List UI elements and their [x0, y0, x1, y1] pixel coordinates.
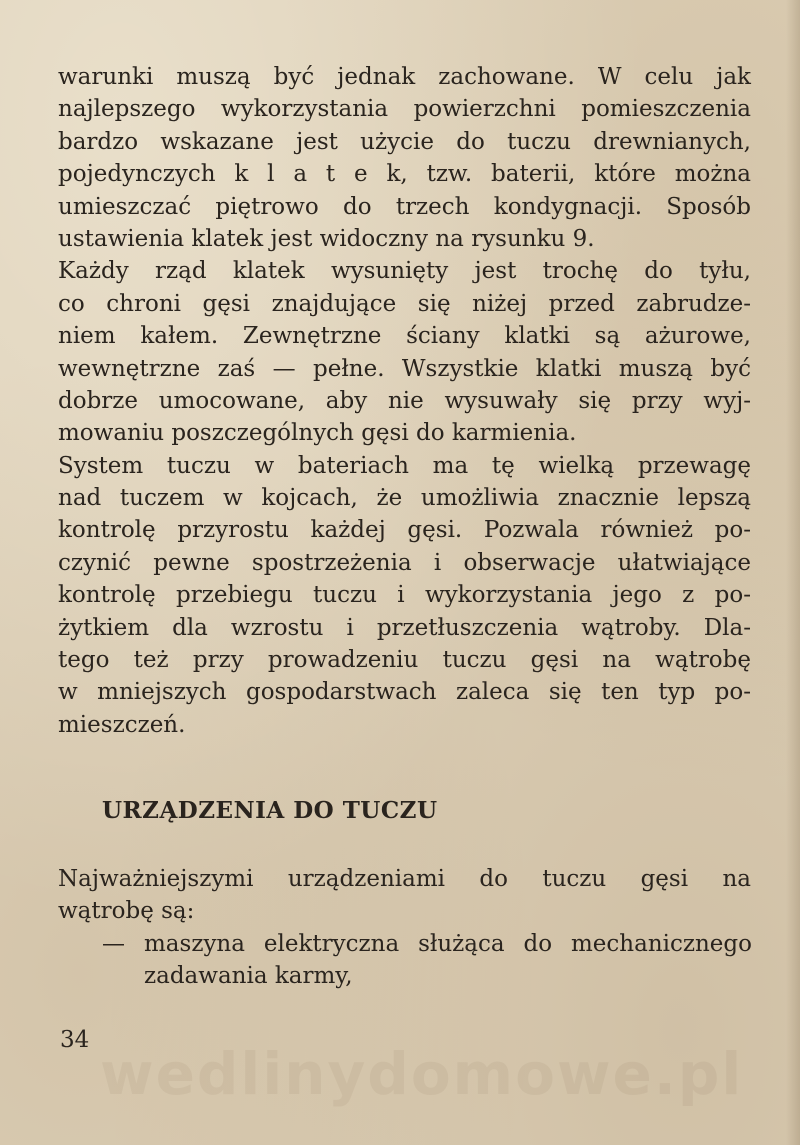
text-line: co chroni gęsi znajdujące się niżej przed zabrudze-: [58, 290, 751, 317]
text-line: zadawania karmy,: [144, 963, 353, 990]
text-line: pojedynczych k l a t e k, tzw. baterii, które można: [58, 161, 751, 188]
text-line: kontrolę przyrostu każdej gęsi. Pozwala również po-: [58, 517, 751, 544]
text-line: dobrze umocowane, aby nie wysuwały się przy wyj-: [58, 387, 751, 414]
text-line: warunki muszą być jednak zachowane. W celu jak: [58, 64, 751, 90]
section-heading: URZĄDZENIA DO TUCZU: [102, 797, 438, 824]
text-line: tego też przy prowadzeniu tuczu gęsi na wątrobę: [58, 647, 751, 674]
text-line: w mniejszych gospodarstwach zaleca się ten typ po-: [58, 679, 751, 706]
text-line: najlepszego wykorzystania powierzchni pomieszczenia: [58, 96, 751, 123]
text-line: Najważniejszymi urządzeniami do tuczu gęsi na: [58, 866, 751, 892]
text-line: czynić pewne spostrzeżenia i obserwacje ułatwiające: [58, 549, 751, 576]
text-line: umieszczać piętrowo do trzech kondygnacji. Sposób: [58, 193, 751, 220]
text-line: wątrobę są:: [58, 898, 195, 925]
text-line: nad tuczem w kojcach, że umożliwia znacznie lepszą: [58, 485, 751, 512]
watermark: wedlinydomowe.pl: [100, 1040, 744, 1108]
text-line: ustawienia klatek jest widoczny na rysunku 9.: [58, 225, 595, 252]
text-line: Każdy rząd klatek wysunięty jest trochę do tyłu,: [58, 258, 751, 285]
page-number: 34: [60, 1027, 90, 1053]
text-line: maszyna elektryczna służąca do mechanicznego: [144, 931, 752, 957]
text-line: wewnętrzne zaś — pełne. Wszystkie klatki muszą być: [58, 355, 751, 382]
text-line: mieszczeń.: [58, 711, 186, 738]
body-text-top: [58, 61, 751, 741]
text-line: żytkiem dla wzrostu i przetłuszczenia wątroby. Dla-: [58, 614, 751, 641]
text-line: kontrolę przebiegu tuczu i wykorzystania jego z po-: [58, 582, 751, 609]
text-line: mowaniu poszczególnych gęsi do karmienia.: [58, 420, 577, 447]
list-dash: —: [102, 931, 125, 957]
text-line: bardzo wskazane jest użycie do tuczu drewnianych,: [58, 128, 751, 155]
list-item: [102, 928, 752, 993]
page-edge-shadow: [786, 0, 800, 1145]
text-line: niem kałem. Zewnętrzne ściany klatki są ażurowe,: [58, 323, 751, 350]
text-line: System tuczu w bateriach ma tę wielką przewagę: [58, 452, 751, 479]
intro-text: [58, 863, 751, 928]
list-item-body: [102, 928, 752, 993]
